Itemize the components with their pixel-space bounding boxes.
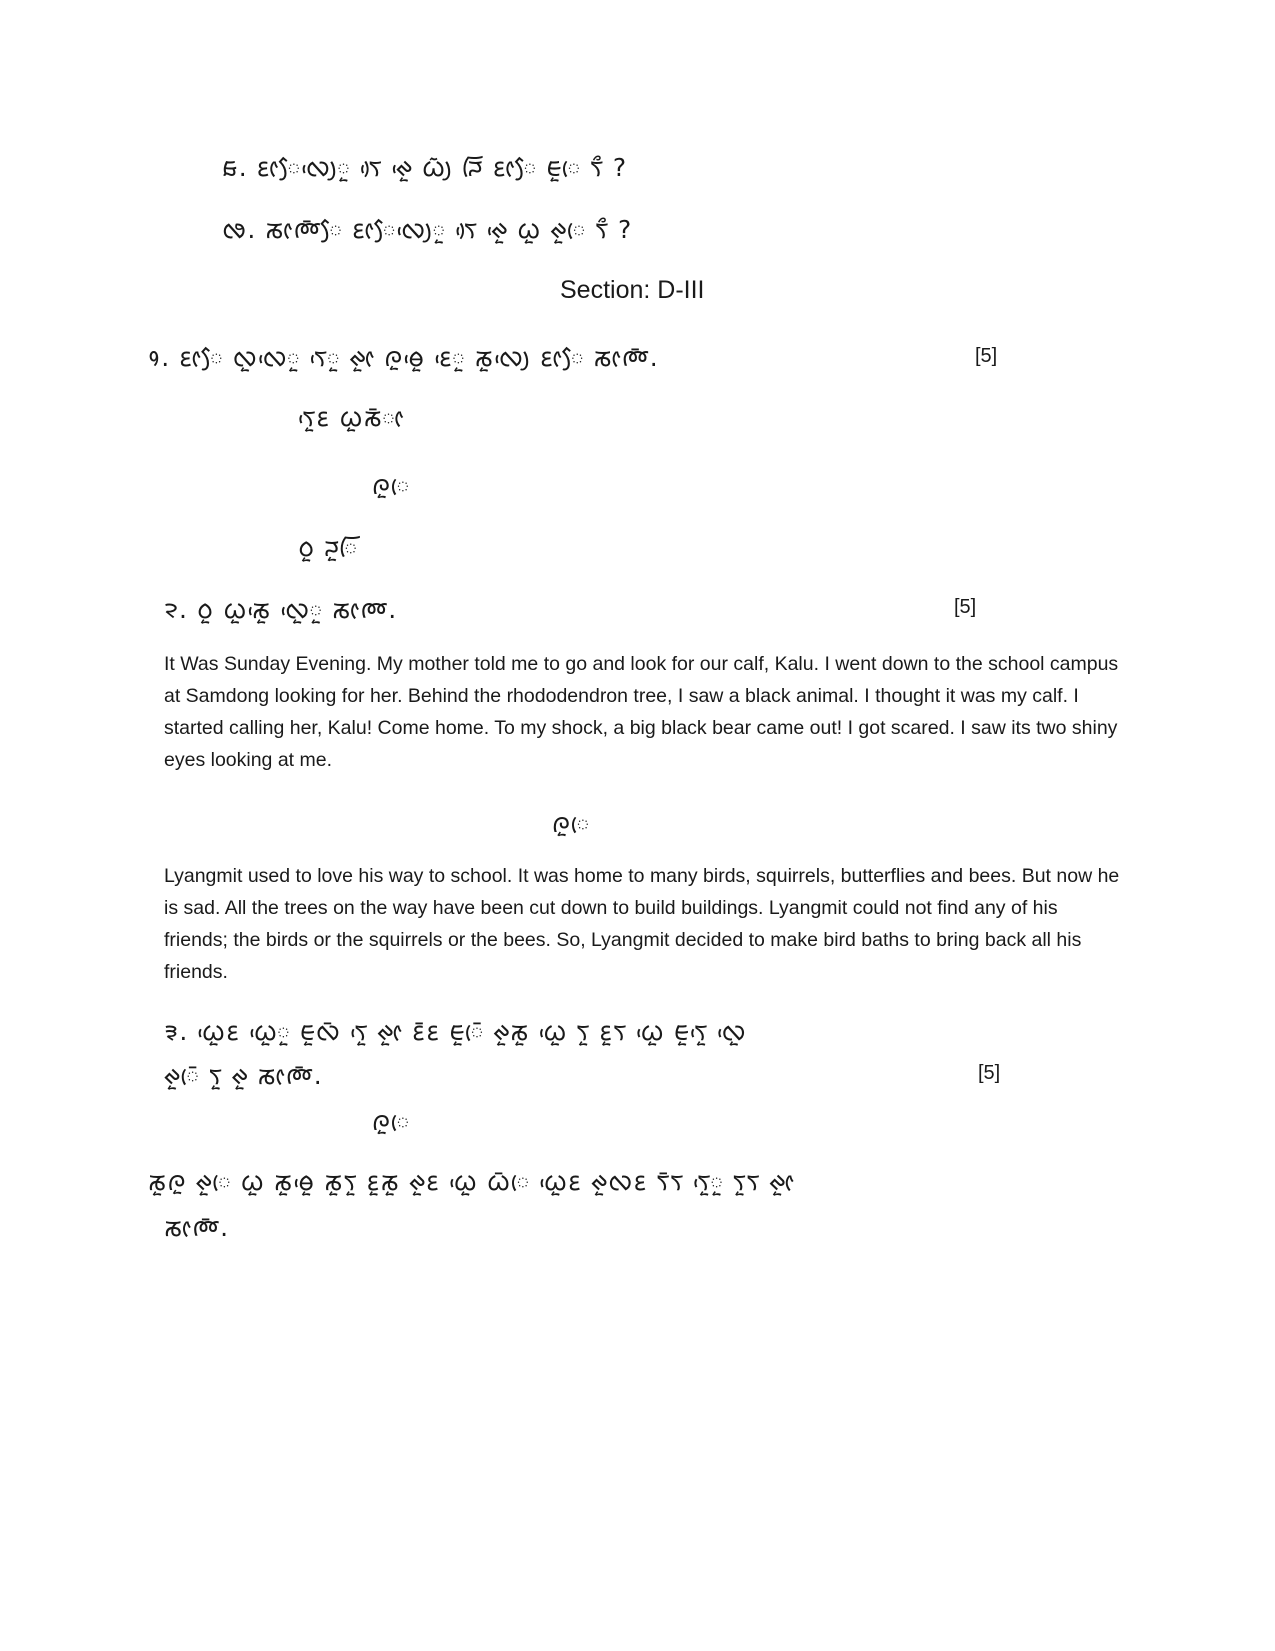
question-4-line-2: ᰕᰦᰢᰳ.: [164, 1213, 230, 1242]
section-title: Section: D-III: [560, 276, 705, 304]
question-1-marks: [5]: [975, 345, 998, 367]
question-1-topic-a: ᰛᰬᰵᰚ ᰃᰬᰕᰳᰦ: [298, 403, 405, 432]
question-3-marks: [5]: [978, 1062, 1001, 1084]
question-3-line-2: ᰊᰬᰨᰳ ᰛᰬ ᰊᰬ ᰕᰦᰢᰳ.: [164, 1061, 323, 1090]
question-3-or: ᰍᰬᰨ: [372, 1107, 411, 1136]
question-2-or: ᰍᰬᰨ: [552, 809, 591, 838]
question-1: ᱁. ᰚᰦᰧ ᰜᰬᰜᰵᰬ ᰛᰵᰬ ᰊᰬᰦ ᰍᰬᰟᰬᰵ ᰚᰵᰬ ᰕᰬᰜᰪᰵ ᰚᰦᰧ ᰕᰦᰢᰳ.: [148, 343, 659, 372]
question-2-marks: [5]: [954, 596, 977, 618]
question-item-e: ᰒ. ᰕᰦᰢᰳᰧ ᰚᰦᰧᰜᰪᰵᰬ ᰛᰴ ᰊᰬᰵ ᰃᰬ ᰊᰬᰨ ᰛᰰ ?: [222, 215, 633, 244]
question-3-line-1: ᱃. ᰃᰬᰵᰚ ᰃᰬᰵᰬ ᰀᰬᰜᰳ ᰛᰬᰵ ᰊᰬᰦ ᰚᰳᰚ ᰀᰬᰨᰳ ᰊᰬᰕᰬ ᰃᰬᰵ ᰛᰬ ᰚᰬᰛ ᰃᰬᰵ ᰀᰬᰛᰬᰵ ᰜᰬᰵ: [164, 1017, 747, 1046]
question-item-d: ᰑ. ᰚᰦᰧᰜᰪᰵᰬ ᰛᰴ ᰊᰬᰵ ᰃᰪᰶ ᰎᰩ ᰚᰦᰧ ᰀᰬᰨ ᰛᰰ ?: [222, 153, 628, 182]
passage-sunday-evening: It Was Sunday Evening. My mother told me to go and look for our calf, Kalu. I went down to the school campus at Samdong looking for her. Behind the rhododendron tree, I saw a black animal. I thought it was my calf. I started calling her, Kalu! Come home. To my shock, a big black bear came out! I got scared. I saw its two shiny eyes looking at me.: [164, 653, 1119, 771]
question-4-line-1: ᰕᰬᰍᰬ ᰊᰬᰨ ᰃᰬ ᰕᰬᰟᰬᰵ ᰕᰬᰛᰬ ᰚᰬᰕᰬ ᰊᰬᰚ ᰃᰬᰵ ᰃᰳᰨ ᰃᰬᰵᰚ ᰊᰬᰜᰚ ᰛᰳᰛ ᰛᰬᰵᰬ ᰛᰬᰛ ᰊᰬᰦ: [148, 1167, 796, 1196]
question-1-topic-b: ᰓᰬ ᰎᰬᰩ: [298, 533, 359, 562]
question-2: ᱂. ᰓᰬ ᰃᰬᰕᰬᰵ ᰜᰬᰵᰬ ᰕᰦᰢ.: [164, 595, 398, 624]
passage-lyangmit: Lyangmit used to love his way to school. It was home to many birds, squirrels, butterflies and bees. But now he is sad. All the trees on the way have been cut down to build buildings. Lyangmit could not find any of his friends; the birds or the squirrels or the bees. So, Lyangmit decided to make bird baths to bring back all his friends.: [164, 865, 1120, 983]
question-1-or: ᰍᰬᰨ: [372, 471, 411, 500]
